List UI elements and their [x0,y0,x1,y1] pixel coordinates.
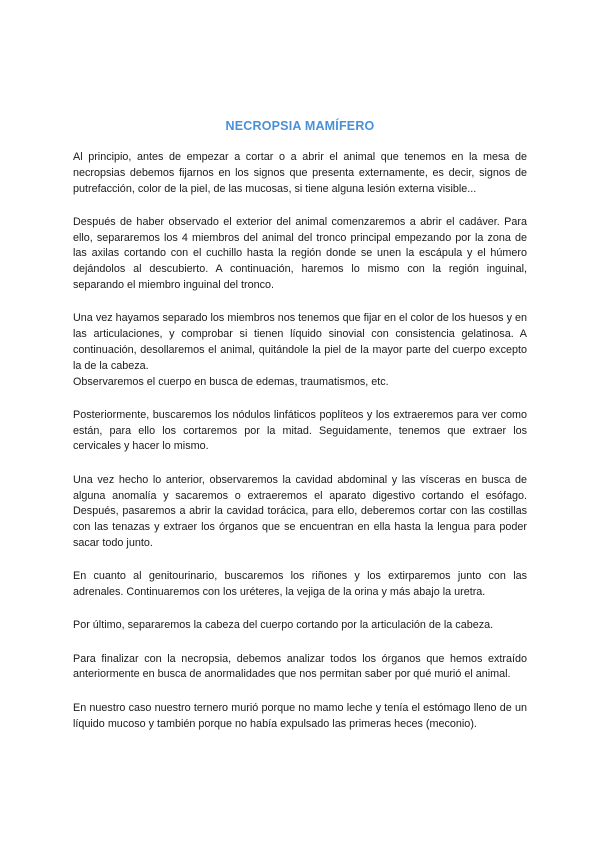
paragraph-analysis: Para finalizar con la necropsia, debemos analizar todos los órganos que hemos extraído anteriormente en busca de anormalidades que nos permitan saber por qué murió el animal. [73,652,527,681]
paragraph-abdominal-cavity: Una vez hecho lo anterior, observaremos la cavidad abdominal y las vísceras en busca de alguna anomalía y sacaremos o extraeremos el aparato digestivo cortando el esófago. Después, pasaremos a abrir la cavidad torácica, para ello, deberemos cortar con las costillas con las tenazas y extraer los órganos que se encuentran en ella hasta la lengua para poder sacar todo junto. [73,473,527,549]
paragraph-lymph-nodes: Posteriormente, buscaremos los nódulos linfáticos poplíteos y los extraeremos para ver como están, para ello los cortaremos por la mitad. Seguidamente, tenemos que extraer los cervicales y hacer lo mismo. [73,408,527,453]
paragraph-external-signs: Al principio, antes de empezar a cortar o a abrir el animal que tenemos en la mesa de necropsias debemos fijarnos en los signos que presenta externamente, es decir, signos de putrefacción, color de la piel, de las mucosas, si tiene alguna lesión externa visible... [73,151,527,195]
document-title: NECROPSIA MAMÍFERO [225,119,375,133]
paragraph-genitourinary: En cuanto al genitourinario, buscaremos los riñones y los extirparemos junto con las adrenales. Continuaremos con los uréteres, la vejiga de la orina y más abajo la uretra. [73,570,527,599]
paragraph-bones-joints: Una vez hayamos separado los miembros nos tenemos que fijar en el color de los huesos y en las articulaciones, y comprobar si tienen líquido sinovial con consistencia gelatinosa. A continuación, desollaremos el animal, quitándole la piel de la mayor parte del cuerpo excepto la de la cabeza. [73,312,527,372]
document-body [73,150,527,750]
paragraph-opening-body: Después de haber observado el exterior del animal comenzaremos a abrir el cadáver. Para ello, separaremos los 4 miembros del animal del tronco principal empezando por la zona de las axilas cortando con el cuchillo hasta la región donde se unen la escápula y el húmero dejándolos al descubierto. A continuación, haremos lo mismo con la región inguinal, separando el miembro inguinal del tronco. [73,215,527,292]
paragraph-head: Por último, separaremos la cabeza del cuerpo cortando por la articulación de la cabeza. [73,619,494,632]
paragraph-conclusion: En nuestro caso nuestro ternero murió porque no mamo leche y tenía el estómago lleno de un líquido mucoso y también porque no había expulsado las primeras heces (meconio). [73,701,527,730]
paragraph-edemas: Observaremos el cuerpo en busca de edemas, traumatismos, etc. [73,375,389,388]
